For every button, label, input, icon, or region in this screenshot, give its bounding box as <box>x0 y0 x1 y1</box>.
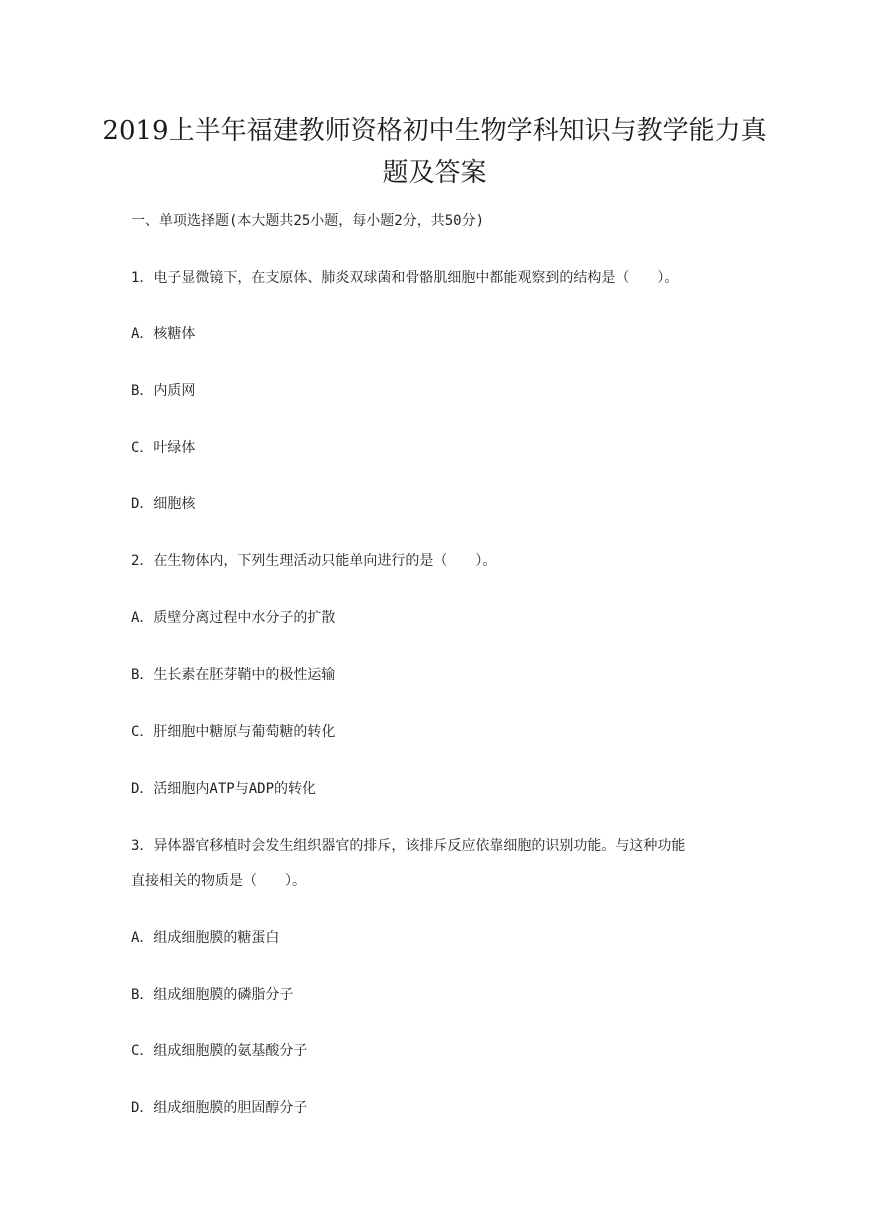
document-title-line-2: 题及答案 <box>382 158 487 188</box>
question-1-option-a: A．核糖体 <box>131 326 196 342</box>
question-2-option-a: A．质壁分离过程中水分子的扩散 <box>131 610 336 626</box>
question-1-stem: 1．电子显微镜下，在支原体、肺炎双球菌和骨骼肌细胞中都能观察到的结构是（ ）。 <box>131 270 679 286</box>
question-3-option-a: A．组成细胞膜的糖蛋白 <box>131 930 280 946</box>
document-title-line-1: 2019上半年福建教师资格初中生物学科知识与教学能力真 <box>102 116 767 146</box>
question-3-option-b: B．组成细胞膜的磷脂分子 <box>131 987 294 1003</box>
question-2-option-c: C．肝细胞中糖原与葡萄糖的转化 <box>131 724 336 740</box>
question-3-stem-line-1: 3．异体器官移植时会发生组织器官的排斥，该排斥反应依靠细胞的识别功能。与这种功能 <box>131 838 686 854</box>
question-2-stem: 2．在生物体内，下列生理活动只能单向进行的是（ ）。 <box>131 553 497 569</box>
question-1-option-c: C．叶绿体 <box>131 440 196 456</box>
question-2-option-d: D．活细胞内ATP与ADP的转化 <box>131 781 317 797</box>
section-heading: 一、单项选择题(本大题共25小题，每小题2分，共50分) <box>131 213 484 229</box>
question-1-option-d: D．细胞核 <box>131 496 196 512</box>
question-1-option-b: B．内质网 <box>131 383 196 399</box>
question-3-option-c: C．组成细胞膜的氨基酸分子 <box>131 1043 308 1059</box>
question-3-stem-line-2: 直接相关的物质是（ ）。 <box>131 873 306 889</box>
question-2-option-b: B．生长素在胚芽鞘中的极性运输 <box>131 667 336 683</box>
question-3-option-d: D．组成细胞膜的胆固醇分子 <box>131 1100 308 1116</box>
